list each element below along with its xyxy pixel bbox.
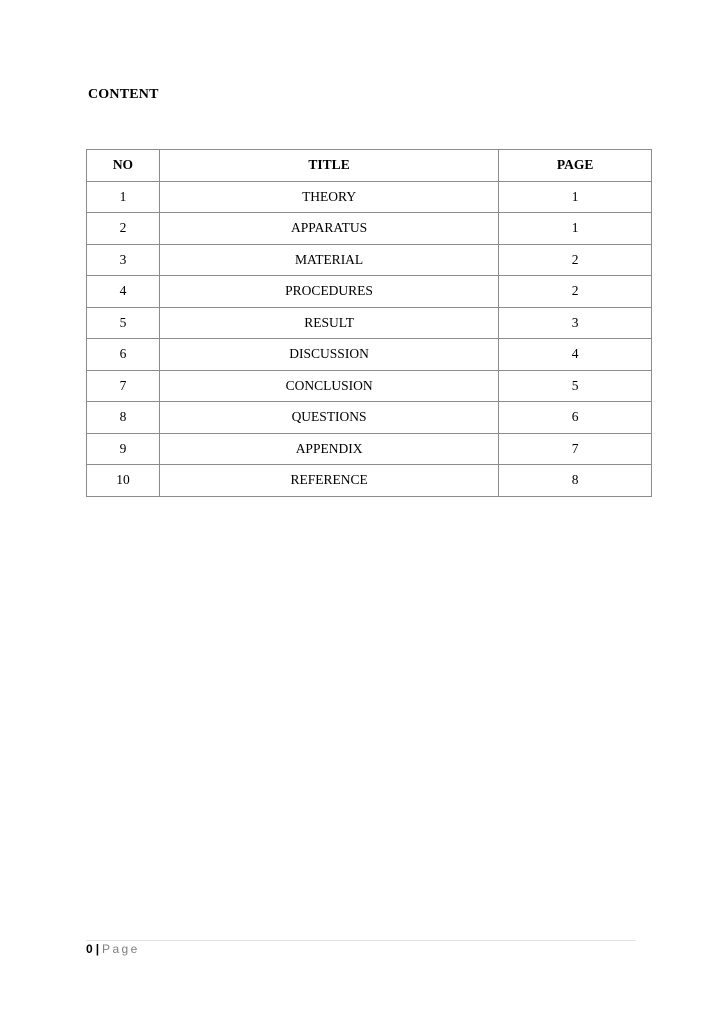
row-number: 5 [87, 307, 160, 339]
row-title: QUESTIONS [159, 402, 498, 434]
row-title: RESULT [159, 307, 498, 339]
table-row [87, 402, 652, 434]
table-row [87, 276, 652, 308]
column-header-title: TITLE [159, 150, 498, 182]
row-page: 7 [499, 433, 652, 465]
row-page: 1 [499, 181, 652, 213]
row-page: 2 [499, 244, 652, 276]
table-row [87, 370, 652, 402]
column-header-no: NO [87, 150, 160, 182]
row-number: 4 [87, 276, 160, 308]
row-title: REFERENCE [159, 465, 498, 497]
table-row [87, 181, 652, 213]
row-number: 2 [87, 213, 160, 245]
page-footer [86, 942, 140, 956]
table-row [87, 465, 652, 497]
row-title: PROCEDURES [159, 276, 498, 308]
table-row [87, 213, 652, 245]
row-number: 3 [87, 244, 160, 276]
row-page: 4 [499, 339, 652, 371]
footer-separator: | [95, 942, 100, 956]
table-row [87, 307, 652, 339]
table-row [87, 244, 652, 276]
row-page: 8 [499, 465, 652, 497]
row-page: 3 [499, 307, 652, 339]
footer-page-label: Page [102, 942, 140, 956]
row-number: 6 [87, 339, 160, 371]
row-number: 8 [87, 402, 160, 434]
row-number: 9 [87, 433, 160, 465]
column-header-page: PAGE [499, 150, 652, 182]
table-header-row [87, 150, 652, 182]
row-title: APPARATUS [159, 213, 498, 245]
row-number: 10 [87, 465, 160, 497]
table-row [87, 339, 652, 371]
row-number: 7 [87, 370, 160, 402]
table-row [87, 433, 652, 465]
row-title: CONCLUSION [159, 370, 498, 402]
row-title: MATERIAL [159, 244, 498, 276]
row-number: 1 [87, 181, 160, 213]
footer-page-number: 0 [86, 942, 93, 956]
row-title: DISCUSSION [159, 339, 498, 371]
row-page: 6 [499, 402, 652, 434]
footer-divider [86, 940, 636, 941]
row-title: APPENDIX [159, 433, 498, 465]
row-page: 2 [499, 276, 652, 308]
row-page: 5 [499, 370, 652, 402]
contents-table [86, 149, 652, 497]
page-title: CONTENT [88, 87, 159, 102]
row-title: THEORY [159, 181, 498, 213]
row-page: 1 [499, 213, 652, 245]
